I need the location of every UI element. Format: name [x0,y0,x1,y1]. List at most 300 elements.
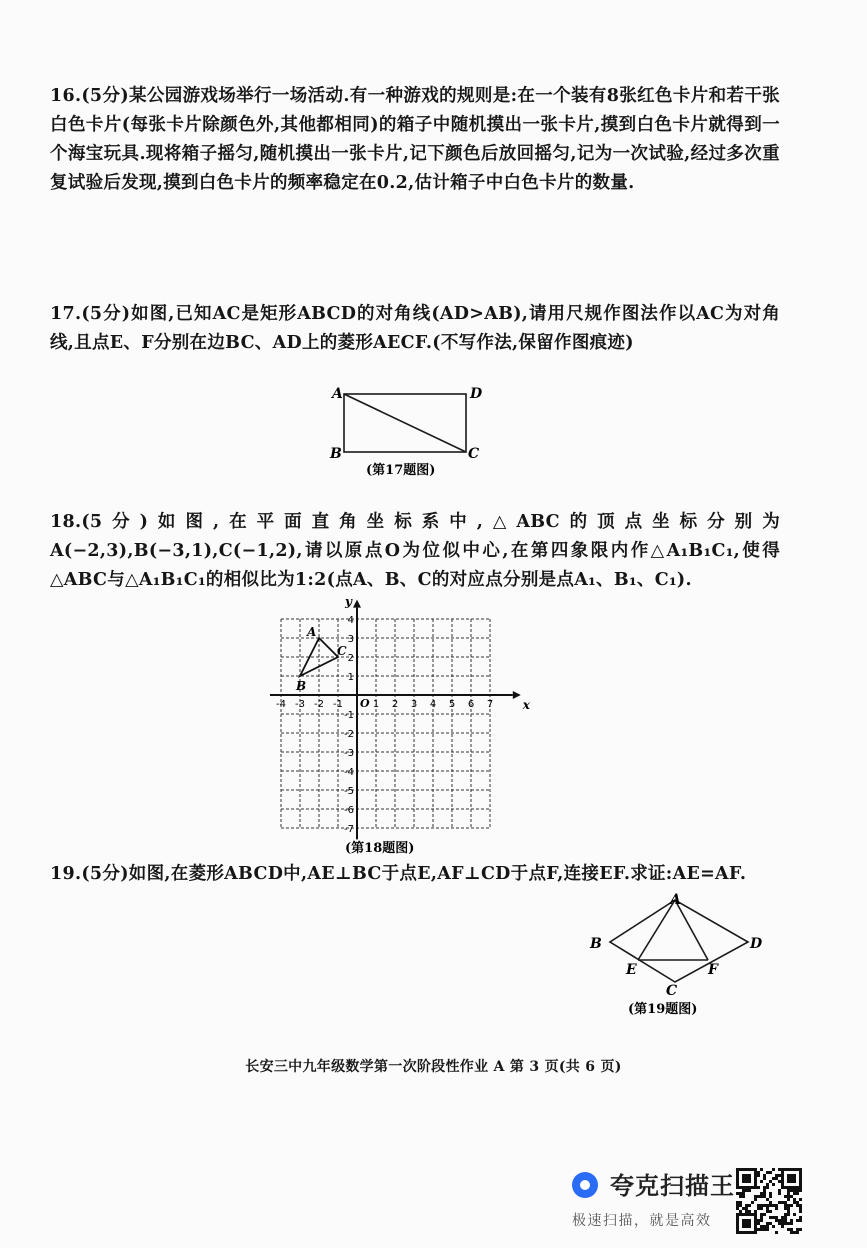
question-18-text: 18.(5分)如图,在平面直角坐标系中,△ABC的顶点坐标分别为A(−2,3),B(−3,1),C(−1,2),请以原点O为位似中心,在第四象限内作△A₁B₁C₁,使得△ABC与△A₁B₁C₁的相似比为1:2(点A、B、C的对应点分别是点A₁、B₁、C₁). [50,512,780,590]
qr-module [787,1207,790,1210]
qr-module [793,1192,796,1195]
qr-module [751,1213,754,1216]
qr-module [799,1189,802,1192]
qr-module [742,1207,745,1210]
qr-module [748,1168,751,1171]
qr-module [784,1201,787,1204]
qr-module [781,1222,784,1225]
qr-module [793,1168,796,1171]
qr-module [787,1174,790,1177]
qr-module [796,1204,799,1207]
qr-module [736,1222,739,1225]
qr-module [736,1231,739,1234]
qr-module [763,1192,766,1195]
y-tick-label: 4 [347,615,354,626]
qr-module [763,1186,766,1189]
qr-module [775,1219,778,1222]
qr-module [793,1198,796,1201]
qr-module [754,1186,757,1189]
vertex-label-c: C [337,644,347,658]
qr-module [781,1171,784,1174]
qr-module [781,1219,784,1222]
y-tick-label: -7 [344,824,354,835]
label-a: A [670,892,681,908]
qr-module [799,1183,802,1186]
scanner-slogan: 极速扫描，就是高效 [572,1213,712,1229]
qr-module [787,1168,790,1171]
qr-module [739,1210,742,1213]
qr-module [736,1171,739,1174]
y-axis-arrow [353,600,361,608]
qr-module [745,1210,748,1213]
qr-module [784,1207,787,1210]
qr-module [754,1228,757,1231]
question-17-text: 17.(5分)如图,已知AC是矩形ABCD的对角线(AD>AB),请用尺规作图法作以AC为对角线,且点E、F分别在边BC、AD上的菱形AECF.(不写作法,保留作图痕迹) [50,304,780,353]
qr-module [742,1186,745,1189]
x-tick-label: 1 [372,699,380,710]
qr-module [796,1168,799,1171]
qr-module [751,1168,754,1171]
qr-module [775,1231,778,1234]
qr-module [745,1189,748,1192]
x-tick-label: 2 [391,699,399,710]
qr-module [736,1174,739,1177]
qr-module [790,1219,793,1222]
qr-module [778,1192,781,1195]
qr-module [769,1195,772,1198]
label-e: E [626,962,637,978]
qr-module [757,1207,760,1210]
qr-module [736,1225,739,1228]
qr-module [760,1216,763,1219]
qr-module [742,1222,745,1225]
qr-module [799,1204,802,1207]
qr-module [766,1222,769,1225]
label-d: D [470,386,483,402]
qr-module [742,1189,745,1192]
qr-module [754,1222,757,1225]
qr-module [742,1219,745,1222]
qr-module [781,1174,784,1177]
qr-module [793,1177,796,1180]
qr-module [754,1195,757,1198]
qr-module [742,1180,745,1183]
qr-module [799,1168,802,1171]
qr-module [781,1183,784,1186]
label-d: D [750,936,763,952]
qr-module [739,1231,742,1234]
y-tick-label: 3 [347,634,354,645]
qr-module [796,1192,799,1195]
qr-module [790,1186,793,1189]
figure-19-rhombus [580,890,770,1020]
qr-module [787,1228,790,1231]
qr-module [742,1195,745,1198]
qr-module [751,1231,754,1234]
qr-module [793,1231,796,1234]
y-tick-label: -2 [344,729,354,740]
x-tick-label: 5 [448,699,456,710]
qr-module [799,1180,802,1183]
qr-module [757,1195,760,1198]
qr-module [748,1213,751,1216]
qr-module [766,1228,769,1231]
qr-module [757,1219,760,1222]
qr-module [739,1186,742,1189]
qr-module [790,1174,793,1177]
figure-18-coordinate-grid [270,590,540,862]
qr-module [745,1177,748,1180]
y-tick-label: -4 [344,767,354,778]
qr-module [787,1198,790,1201]
qr-module [760,1195,763,1198]
qr-module [799,1207,802,1210]
qr-module [760,1219,763,1222]
qr-module [793,1186,796,1189]
qr-module [772,1177,775,1180]
qr-module [799,1210,802,1213]
qr-module [784,1216,787,1219]
qr-module [754,1177,757,1180]
figure-17-rectangle [320,380,490,480]
qr-module [760,1207,763,1210]
qr-module [739,1195,742,1198]
label-c: C [666,983,678,999]
qr-module [736,1216,739,1219]
qr-module [760,1180,763,1183]
y-tick-label: 1 [347,672,354,683]
qr-module [790,1231,793,1234]
qr-module [775,1174,778,1177]
question-19 [50,860,780,889]
qr-module [739,1204,742,1207]
x-tick-label: -1 [333,699,343,710]
qr-module [778,1201,781,1204]
qr-module [757,1222,760,1225]
qr-module [769,1210,772,1213]
diagonal-ac [344,394,466,452]
qr-module [790,1204,793,1207]
qr-module [787,1204,790,1207]
qr-module [736,1213,739,1216]
qr-module [736,1180,739,1183]
qr-module [736,1168,739,1171]
qr-module [778,1180,781,1183]
qr-module [790,1189,793,1192]
qr-module [796,1228,799,1231]
qr-module [775,1177,778,1180]
qr-module [799,1228,802,1231]
qr-module [754,1168,757,1171]
qr-module [745,1231,748,1234]
qr-module [760,1213,763,1216]
qr-module [784,1204,787,1207]
label-b: B [590,936,602,952]
qr-module [739,1168,742,1171]
qr-module [742,1213,745,1216]
qr-module [799,1219,802,1222]
qr-module [796,1189,799,1192]
qr-module [781,1186,784,1189]
qr-module [748,1189,751,1192]
qr-module [736,1192,739,1195]
qr-module [769,1222,772,1225]
qr-module [745,1207,748,1210]
qr-module [766,1207,769,1210]
qr-module [757,1204,760,1207]
qr-module [775,1204,778,1207]
question-16-text: 16.(5分)某公园游戏场举行一场活动.有一种游戏的规则是:在一个装有8张红色卡片和若干张白色卡片(每张卡片除颜色外,其他都相同)的箱子中随机摸出一张卡片,摸到白色卡片就得到一个海宝玩具.现将箱子摇匀,随机摸出一张卡片,记下颜色后放回摇匀,记为一次试验,经过多次重复试验后发现,摸到白色卡片的频率稳定在0.2,估计箱子中白色卡片的数量. [50,86,780,193]
qr-module [787,1186,790,1189]
qr-module [787,1213,790,1216]
qr-module [742,1177,745,1180]
qr-module [790,1222,793,1225]
x-tick-label: -4 [276,699,286,710]
qr-module [754,1210,757,1213]
qr-module [796,1201,799,1204]
qr-module [745,1213,748,1216]
qr-module [799,1216,802,1219]
qr-module [781,1216,784,1219]
qr-module [778,1219,781,1222]
vertex-label-a: A [307,625,317,639]
qr-module [787,1180,790,1183]
qr-module [778,1168,781,1171]
qr-module [766,1183,769,1186]
qr-module [763,1228,766,1231]
qr-module [760,1225,763,1228]
qr-module [790,1195,793,1198]
label-f: F [708,962,718,978]
qr-module [784,1186,787,1189]
qr-module [736,1201,739,1204]
qr-module [754,1198,757,1201]
qr-module [748,1219,751,1222]
qr-module [799,1177,802,1180]
qr-module [799,1198,802,1201]
qr-module [796,1186,799,1189]
qr-module [787,1195,790,1198]
x-tick-label: 6 [467,699,475,710]
qr-module [748,1177,751,1180]
figure-18-caption: (第18题图) [345,841,415,856]
qr-module [736,1228,739,1231]
qr-module [763,1189,766,1192]
qr-module [763,1213,766,1216]
qr-module [769,1171,772,1174]
qr-module [781,1225,784,1228]
qr-module [799,1171,802,1174]
qr-module [787,1177,790,1180]
qr-module [787,1210,790,1213]
qr-module [754,1225,757,1228]
qr-module [772,1225,775,1228]
qr-module [778,1222,781,1225]
label-a: A [332,386,343,402]
qr-module [736,1204,739,1207]
qr-module [793,1189,796,1192]
qr-module [751,1201,754,1204]
qr-module [748,1210,751,1213]
qr-module [793,1180,796,1183]
qr-module [745,1204,748,1207]
qr-module [745,1174,748,1177]
origin-label: O [360,697,370,710]
qr-module [781,1168,784,1171]
qr-module [766,1204,769,1207]
y-tick-label: -1 [344,710,354,721]
qr-module [739,1201,742,1204]
x-axis-arrow [513,691,521,699]
x-tick-label: 7 [486,699,494,710]
qr-module [787,1192,790,1195]
qr-module [760,1228,763,1231]
qr-module [736,1207,739,1210]
qr-module [748,1186,751,1189]
qr-module [754,1183,757,1186]
qr-module [742,1168,745,1171]
qr-module [763,1195,766,1198]
qr-module [790,1168,793,1171]
x-tick-label: 3 [410,699,418,710]
scanner-brand-name: 夸克扫描王 [610,1172,735,1200]
question-18 [50,508,780,595]
qr-module [745,1186,748,1189]
qr-module [772,1183,775,1186]
qr-module [769,1201,772,1204]
qr-module [748,1225,751,1228]
figure-19-caption: (第19题图) [628,1002,698,1017]
qr-module [778,1189,781,1192]
qr-module [769,1204,772,1207]
qr-module [754,1171,757,1174]
qr-module [790,1228,793,1231]
qr-module [763,1177,766,1180]
qr-module [754,1213,757,1216]
qr-module [748,1180,751,1183]
qr-module [748,1222,751,1225]
qr-module [790,1177,793,1180]
qr-module [799,1186,802,1189]
qr-module [736,1219,739,1222]
qr-module [745,1222,748,1225]
qr-module [736,1183,739,1186]
qr-module [757,1174,760,1177]
qr-module [748,1174,751,1177]
qr-module [763,1174,766,1177]
question-17 [50,300,780,358]
qr-module [763,1204,766,1207]
qr-module [751,1186,754,1189]
y-tick-label: -5 [344,786,354,797]
qr-module [766,1225,769,1228]
qr-module [781,1201,784,1204]
figure-17-caption: (第17题图) [366,463,436,478]
qr-module [766,1198,769,1201]
qr-module [772,1204,775,1207]
qr-module [799,1174,802,1177]
qr-module [745,1225,748,1228]
qr-module [769,1180,772,1183]
y-tick-label: -6 [344,805,354,816]
qr-module [745,1180,748,1183]
x-tick-label: -2 [314,699,324,710]
qr-module [772,1216,775,1219]
page-footer: 长安三中九年级数学第一次阶段性作业 A 第 3 页(共 6 页) [245,1059,622,1075]
qr-module [736,1186,739,1189]
qr-module [757,1171,760,1174]
y-tick-label: 2 [347,653,354,664]
qr-module [760,1204,763,1207]
qr-module [775,1216,778,1219]
qr-module [784,1222,787,1225]
qr-module [739,1213,742,1216]
label-c: C [468,446,480,462]
qr-module [784,1219,787,1222]
qr-module [769,1216,772,1219]
qr-module [769,1192,772,1195]
qr-module [772,1168,775,1171]
qr-module [745,1168,748,1171]
qr-module [736,1177,739,1180]
x-tick-label: 4 [429,699,437,710]
qr-module [793,1213,796,1216]
question-16 [50,82,780,198]
y-tick-label: -3 [344,748,354,759]
qr-module [781,1177,784,1180]
qr-module [763,1225,766,1228]
qr-module [775,1207,778,1210]
qr-module [742,1174,745,1177]
qr-module [760,1192,763,1195]
label-b: B [330,446,342,462]
qr-module [796,1231,799,1234]
x-axis-label: x [522,698,530,712]
qr-module [766,1210,769,1213]
question-19-text: 19.(5分)如图,在菱形ABCD中,AE⊥BC于点E,AF⊥CD于点F,连接EF.求证:AE=AF. [50,864,747,884]
qr-code-icon [736,1168,802,1234]
qr-module [790,1180,793,1183]
qr-module [796,1219,799,1222]
qr-module [766,1186,769,1189]
qr-module [742,1225,745,1228]
qr-module [784,1195,787,1198]
qr-module [784,1168,787,1171]
qr-module [754,1216,757,1219]
qr-module [754,1174,757,1177]
y-axis-label: y [345,594,352,609]
qr-module [757,1186,760,1189]
qr-module [787,1189,790,1192]
qr-module [754,1219,757,1222]
qr-module [742,1192,745,1195]
qr-module [781,1180,784,1183]
qr-module [760,1168,763,1171]
qr-module [793,1174,796,1177]
qr-module [748,1231,751,1234]
qr-module [784,1213,787,1216]
qr-module [742,1231,745,1234]
qr-module [739,1192,742,1195]
segment-ae [638,900,675,960]
qr-module [778,1174,781,1177]
qr-module [793,1201,796,1204]
vertex-label-b: B [296,679,307,693]
qr-module [757,1228,760,1231]
qr-module [766,1171,769,1174]
qr-module [754,1231,757,1234]
qr-module [754,1180,757,1183]
